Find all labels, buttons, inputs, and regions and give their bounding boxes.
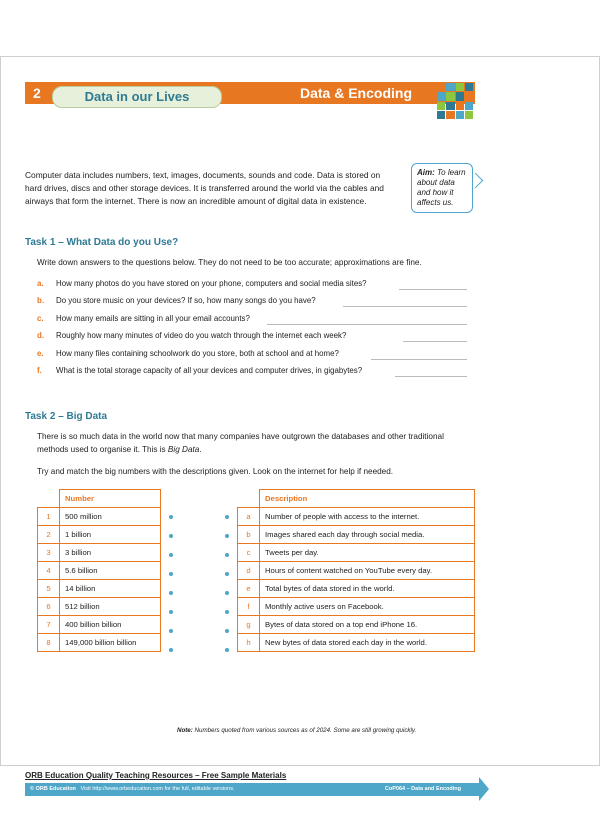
aim-callout [411,163,473,213]
description-header: Description [260,490,475,508]
description-match-dot[interactable] [225,534,229,538]
description-value: Number of people with access to the internet. [260,508,475,526]
description-value: Monthly active users on Facebook. [260,598,475,616]
question-item [37,279,467,292]
number-index: 4 [38,562,60,580]
table-row [38,634,161,652]
table-row [238,544,475,562]
number-match-dot[interactable] [169,515,173,519]
note-text: Numbers quoted from various sources as of 2024. Some are still growing quickly. [194,727,417,734]
question-text: What is the total storage capacity of all your devices and computer drives, in gigabytes? [56,366,363,375]
aim-label: Aim: [417,168,435,177]
table-row [38,508,161,526]
number-index: 6 [38,598,60,616]
logo-tile [465,102,473,110]
question-item [37,349,467,362]
question-item [37,366,467,379]
number-match-dot[interactable] [169,591,173,595]
logo-tile [446,83,454,91]
number-match-dot[interactable] [169,534,173,538]
footer-code: CoP064 – Data and Encoding [384,786,461,792]
table-row [38,598,161,616]
question-item [37,314,467,327]
number-index: 7 [38,616,60,634]
description-match-dot[interactable] [225,629,229,633]
table-corner [238,490,260,508]
number-match-dot[interactable] [169,629,173,633]
description-value: Tweets per day. [260,544,475,562]
description-index: a [238,508,260,526]
logo-tile [456,111,464,119]
question-letter: f. [37,366,42,375]
description-index: e [238,580,260,598]
description-index: g [238,616,260,634]
description-match-dot[interactable] [225,515,229,519]
number-value: 149,000 billion billion [60,634,161,652]
description-index: h [238,634,260,652]
description-index: b [238,526,260,544]
number-index: 1 [38,508,60,526]
table-row [38,526,161,544]
question-letter: b. [37,296,45,306]
answer-line[interactable] [395,376,467,377]
description-match-dot[interactable] [225,591,229,595]
table-corner [38,490,60,508]
table-row [38,562,161,580]
question-text: How many emails are sitting in all your email accounts? [56,313,250,323]
footer-arrow-icon [479,777,489,801]
description-match-dot[interactable] [225,610,229,614]
number-value: 3 billion [60,544,161,562]
logo-tile [446,111,454,119]
number-value: 500 million [60,508,161,526]
number-index: 5 [38,580,60,598]
aim-text: To learn about data and how it affects us. [417,168,466,207]
logo-tile [437,102,445,110]
description-value: Images shared each day through social media. [260,526,475,544]
number-index: 3 [38,544,60,562]
logo-tile [437,111,445,119]
number-match-dot[interactable] [169,572,173,576]
description-match-dot[interactable] [225,648,229,652]
logo-tile [456,83,464,91]
footer-left [30,783,235,796]
worksheet-page [0,56,600,792]
table-row [238,598,475,616]
answer-line[interactable] [267,324,467,325]
table-header-row [38,490,161,508]
header-bar [25,82,475,104]
table-row [238,562,475,580]
question-text: How many files containing schoolwork do you store, both at school and at home? [56,348,339,358]
logo-tile [446,92,454,100]
big-data-term: Big Data [167,444,200,454]
description-value: New bytes of data stored each day in the world. [260,634,475,652]
question-letter: d. [37,331,45,341]
table-row [238,634,475,652]
table-row [38,544,161,562]
lesson-title: Data in our Lives [52,86,222,108]
description-value: Total bytes of data stored in the world. [260,580,475,598]
footer-title: ORB Education Quality Teaching Resources – Free Sample Materials [25,771,287,780]
logo-tile [465,92,473,100]
table-row [38,616,161,634]
table-row [38,580,161,598]
table-row [238,580,475,598]
answer-line[interactable] [403,341,467,342]
question-letter: a. [37,279,44,288]
answer-line[interactable] [399,289,467,290]
question-letter: e. [37,348,44,358]
logo-tile [456,102,464,110]
question-text: Roughly how many minutes of video do you watch through the internet each week? [56,331,347,341]
description-value: Bytes of data stored on a top end iPhone 16. [260,616,475,634]
number-index: 2 [38,526,60,544]
footer-copyright: © ORB Education [30,786,76,792]
note-label: Note: [177,727,193,734]
task2-instructions: Try and match the big numbers with the descriptions given. Look on the internet for help if needed. [37,467,394,476]
descriptions-table [237,489,475,652]
logo-tile [465,83,473,91]
question-text: How many photos do you have stored on your phone, computers and social media sites? [56,279,367,288]
number-value: 5.6 billion [60,562,161,580]
task2-heading: Task 2 – Big Data [25,411,108,422]
number-header: Number [60,490,161,508]
description-match-dot[interactable] [225,553,229,557]
question-text: Do you store music on your devices? If so, how many songs do you have? [56,296,316,306]
source-note [177,727,416,734]
table-row [238,616,475,634]
question-item [37,296,467,309]
number-index: 8 [38,634,60,652]
section-title: Data & Encoding [299,85,412,101]
logo-tile [437,83,445,91]
task1-heading: Task 1 – What Data do you Use? [25,237,179,248]
number-value: 512 billion [60,598,161,616]
number-match-dot[interactable] [169,648,173,652]
number-value: 400 billion billion [60,616,161,634]
number-value: 14 billion [60,580,161,598]
lesson-number: 2 [33,85,41,101]
logo-tile [465,111,473,119]
orb-logo-icon [437,83,473,119]
description-index: f [238,598,260,616]
number-match-dot[interactable] [169,610,173,614]
footer-bar [25,783,479,796]
description-index: d [238,562,260,580]
task2-text: There is so much data in the world now that many companies have outgrown the databases and other traditional methods used to organise it. This is [37,432,444,454]
description-match-dot[interactable] [225,572,229,576]
footer-visit: Visit http://www.orbeducation.com for the full, editable versions. [80,786,235,792]
description-value: Hours of content watched on YouTube every day. [260,562,475,580]
number-value: 1 billion [60,526,161,544]
task2-paragraph [37,431,477,456]
task1-instructions: Write down answers to the questions below. They do not need to be too accurate; approximations are fine. [37,258,422,267]
logo-tile [446,102,454,110]
table-row [238,508,475,526]
answer-line[interactable] [371,359,467,360]
task2-text-end: . [199,444,202,454]
question-item [37,331,467,344]
number-match-dot[interactable] [169,553,173,557]
question-letter: c. [37,313,44,323]
numbers-table [37,489,161,652]
table-header-row [238,490,475,508]
logo-tile [437,92,445,100]
intro-paragraph: Computer data includes numbers, text, images, documents, sounds and code. Data is stored on hard drives, discs and other storage devices. It is transferred around the world via the cables and airways that form the internet. There is now an incredible amount of digital data in existence. [25,170,384,206]
description-index: c [238,544,260,562]
table-row [238,526,475,544]
logo-tile [456,92,464,100]
answer-line[interactable] [343,306,467,307]
